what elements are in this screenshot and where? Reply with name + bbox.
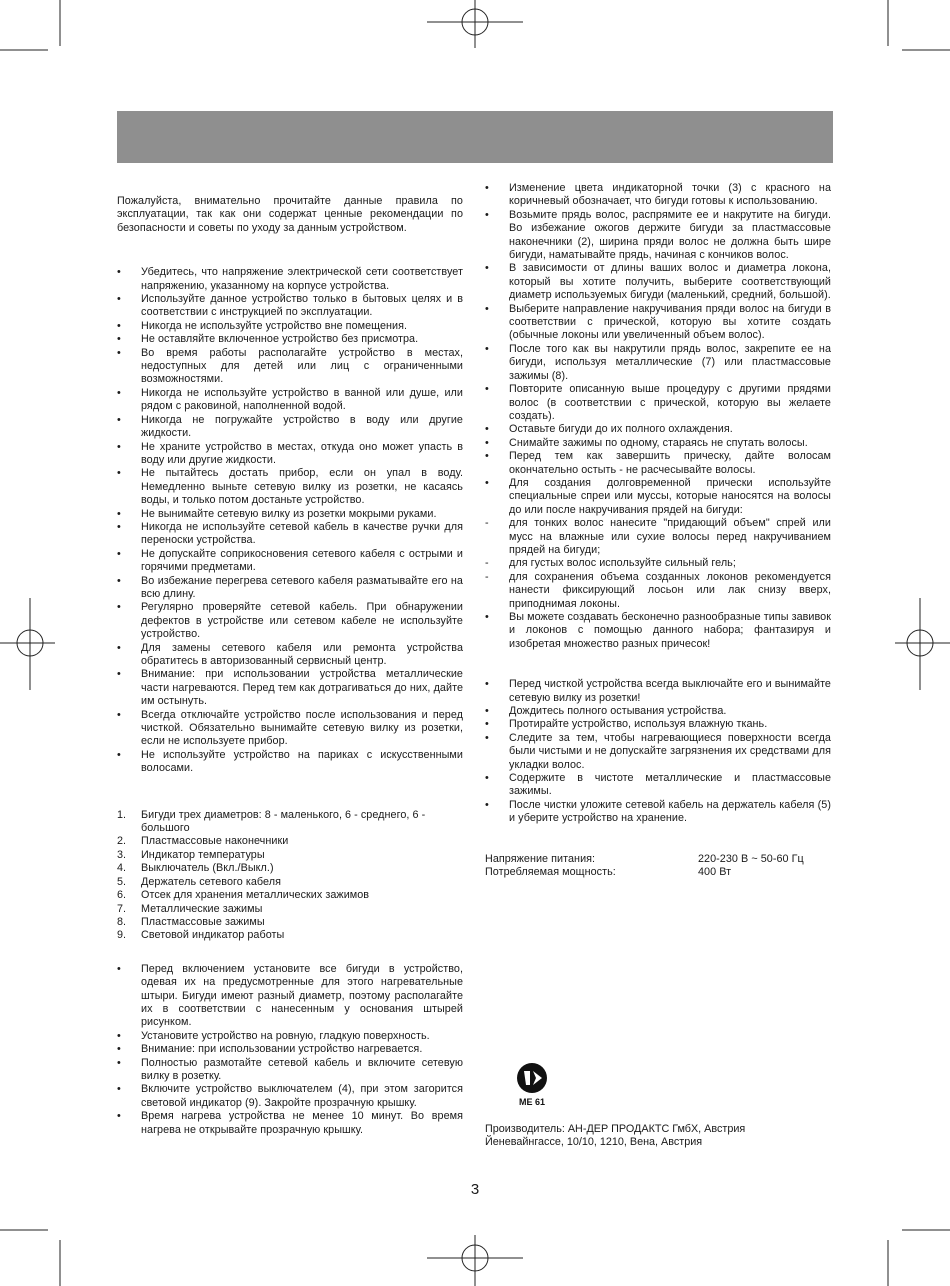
list-item-text: Внимание: при использовании устройство нагревается. — [141, 1043, 423, 1056]
spec-row — [485, 866, 831, 879]
safety-item — [117, 467, 463, 507]
spec-label: Потребляемая мощность: — [485, 866, 616, 879]
part-number: 1. — [117, 808, 127, 821]
list-item-text: Используйте данное устройство только в бытовых целях и в соответствии с инструкцией по эксплуатации. — [141, 293, 463, 319]
usage-item — [485, 557, 831, 570]
bullet-marker: • — [485, 342, 489, 355]
preparation-item — [117, 1083, 463, 1110]
intro-paragraph: Пожалуйста, внимательно прочитайте данные правила по эксплуатации, так как они содержат ценные рекомендации по безопасности и советы по уходу за данным устройством. — [117, 195, 463, 234]
list-item-text: Во избежание перегрева сетевого кабеля разматывайте его на всю длину. — [141, 574, 463, 600]
bullet-marker: • — [485, 476, 489, 489]
bullet-marker: • — [117, 467, 121, 480]
list-item-text: Дождитесь полного остывания устройства. — [509, 705, 727, 718]
spec-value: 220-230 В ~ 50-60 Гц — [698, 852, 804, 865]
certification-mark-text: МЕ 61 — [518, 1097, 546, 1107]
safety-item — [117, 508, 463, 521]
bullet-marker: • — [117, 319, 121, 332]
specifications — [485, 853, 831, 880]
bullet-marker: • — [117, 413, 121, 426]
bullet-marker: • — [485, 182, 489, 194]
bullet-marker: • — [117, 440, 121, 453]
part-label: Пластмассовые наконечники — [141, 835, 289, 848]
list-item-text: В зависимости от длины ваших волос и диаметра локона, который вы хотите получить, выберите соответствующий диаметр используемых бигуди (маленький, средний, большой). — [509, 262, 831, 302]
bullet-marker: • — [117, 601, 121, 614]
list-item-text: Не пытайтесь достать прибор, если он упал в воду. Немедленно выньте сетевую вилку из розетки, не касаясь воды, и только потом достаньте устройство. — [141, 467, 463, 507]
usage-item — [485, 182, 831, 209]
bullet-marker: • — [117, 293, 121, 306]
list-item-text: Никогда не используйте устройство вне помещения. — [141, 319, 408, 332]
list-item-text: Для замены сетевого кабеля или ремонта устройства обратитесь в авторизованный сервисный центр. — [141, 641, 463, 667]
bullet-marker: • — [485, 208, 489, 221]
bullet-marker: • — [117, 708, 121, 721]
part-label: Индикатор температуры — [141, 848, 265, 861]
part-item — [117, 929, 463, 942]
list-item-text: Перед чисткой устройства всегда выключайте его и вынимайте сетевую вилку из розетки! — [509, 678, 831, 704]
part-label: Световой индикатор работы — [141, 929, 285, 942]
list-item-text: Включите устройство выключателем (4), при этом загорится световой индикатор (9). Закройте прозрачную крышку. — [141, 1083, 463, 1109]
safety-item — [117, 414, 463, 441]
part-number: 5. — [117, 875, 127, 888]
bullet-marker: • — [117, 386, 121, 399]
list-item-text: для густых волос используйте сильный гель; — [509, 557, 736, 570]
parts-list — [117, 809, 463, 943]
bullet-marker: • — [117, 641, 121, 654]
care-item — [485, 705, 831, 718]
part-label: Держатель сетевого кабеля — [141, 875, 281, 888]
list-item-text: Перед тем как завершить прическу, дайте волосам окончательно остыть - не расчесывайте волосы. — [509, 450, 831, 476]
preparation-item — [117, 1043, 463, 1056]
usage-item — [485, 303, 831, 343]
bullet-marker: • — [117, 1029, 121, 1042]
safety-item — [117, 293, 463, 320]
list-item-text: Полностью размотайте сетевой кабель и включите сетевую вилку в розетку. — [141, 1056, 463, 1082]
list-item-text: Вы можете создавать бесконечно разнообразные типы завивок и локонов с помощью данного набора; фантазируя и изобретая множество разных причесок! — [509, 611, 831, 650]
bullet-marker: - — [485, 557, 489, 570]
safety-item — [117, 347, 463, 387]
usage-item — [485, 383, 831, 423]
bullet-marker: • — [117, 346, 121, 359]
preparation-item — [117, 1057, 463, 1084]
safety-item — [117, 601, 463, 641]
part-label: Бигуди трех диаметров: 8 - маленького, 6 - среднего, 6 - большого — [141, 808, 426, 835]
part-label: Металлические зажимы — [141, 902, 263, 915]
care-item — [485, 772, 831, 799]
usage-item — [485, 477, 831, 517]
bullet-marker: • — [485, 705, 489, 718]
safety-item — [117, 387, 463, 414]
list-item-text: Выберите направление накручивания пряди волос на бигуди в соответствии с прической, которую вы хотите создать (обычные локоны или увеличенный объем волос). — [509, 302, 831, 342]
bullet-marker: • — [117, 1056, 121, 1069]
part-item — [117, 809, 463, 836]
list-item-text: Снимайте зажимы по одному, стараясь не спутать волосы. — [509, 436, 808, 449]
list-item-text: Повторите описанную выше процедуру с другими прядями волос (в соответствии с прической, которую вы желаете создать). — [509, 383, 831, 422]
part-item — [117, 862, 463, 875]
bullet-marker: • — [485, 718, 489, 731]
usage-item — [485, 437, 831, 450]
safety-item — [117, 320, 463, 333]
bullet-marker: • — [117, 507, 121, 520]
preparation-item — [117, 1030, 463, 1043]
part-label: Выключатель (Вкл./Выкл.) — [141, 862, 274, 875]
preparation-list — [117, 963, 463, 1137]
manufacturer-info — [485, 1123, 831, 1150]
bullet-marker: • — [485, 611, 489, 623]
bullet-marker: • — [485, 678, 489, 691]
part-item — [117, 916, 463, 929]
safety-item — [117, 333, 463, 346]
part-number: 8. — [117, 915, 127, 928]
safety-item — [117, 521, 463, 548]
list-item-text: Следите за тем, чтобы нагревающиеся поверхности всегда были чистыми и не допускайте загрязнения их средствами для укладки волос. — [509, 731, 831, 771]
part-label: Пластмассовые зажимы — [141, 915, 265, 928]
list-item-text: После чистки уложите сетевой кабель на держатель кабеля (5) и уберите устройство на хранение. — [509, 798, 831, 825]
care-item — [485, 678, 831, 705]
preparation-item — [117, 963, 463, 1030]
list-item-text: Регулярно проверяйте сетевой кабель. При обнаружении дефектов в устройстве или сетевом кабеле не используйте устройство. — [141, 601, 463, 641]
list-item-text: Внимание: при использовании устройства металлические части нагреваются. Перед тем как дотрагиваться до них, дайте им остынуть. — [141, 668, 463, 708]
bullet-marker: • — [485, 436, 489, 449]
safety-item — [117, 668, 463, 708]
list-item-text: Не допускайте соприкосновения сетевого кабеля с острыми и горячими предметами. — [141, 547, 463, 574]
bullet-marker: • — [117, 1110, 121, 1123]
bullet-marker: • — [485, 302, 489, 315]
care-item — [485, 718, 831, 731]
bullet-marker: • — [485, 450, 489, 463]
bullet-marker: • — [117, 668, 121, 681]
safety-item — [117, 441, 463, 468]
bullet-marker: • — [117, 574, 121, 587]
care-item — [485, 799, 831, 826]
usage-item — [485, 517, 831, 557]
list-item-text: Перед включением установите все бигуди в устройство, одевая их на предусмотренные для этого нагревательные штыри. Бигуди имеют разный диаметр, поэтому располагайте их в соответствии с нанесенным у основания штырей рисунком. — [141, 962, 463, 1029]
safety-item — [117, 575, 463, 602]
list-item-text: Для создания долговременной прически используйте специальные спреи или муссы, которые наносятся на волосы до или после накручивания прядей на бигуди: — [509, 476, 831, 516]
part-number: 9. — [117, 929, 127, 942]
safety-item — [117, 749, 463, 776]
usage-item — [485, 423, 831, 436]
header-bar — [117, 111, 833, 163]
bullet-marker: • — [117, 333, 121, 346]
list-item-text: Никогда не используйте устройство в ванной или душе, или рядом с раковиной, наполненной водой. — [141, 386, 463, 413]
part-number: 4. — [117, 862, 127, 875]
usage-item — [485, 343, 831, 383]
page-number: 3 — [470, 1181, 480, 1198]
list-item-text: Установите устройство на ровную, гладкую поверхность. — [141, 1029, 430, 1042]
bullet-marker: - — [485, 570, 489, 583]
usage-item — [485, 209, 831, 263]
spec-label: Напряжение питания: — [485, 852, 596, 865]
list-item-text: Никогда не используйте сетевой кабель в качестве ручки для переноски устройства. — [141, 520, 463, 547]
safety-item — [117, 548, 463, 575]
list-item-text: Не оставляйте включенное устройство без присмотра. — [141, 333, 419, 346]
spec-row — [485, 853, 831, 866]
care-item — [485, 732, 831, 772]
list-item-text: Время нагрева устройства не менее 10 минут. Во время нагрева не открывайте прозрачную крышку. — [141, 1110, 463, 1136]
bullet-marker: • — [117, 1083, 121, 1096]
part-item — [117, 903, 463, 916]
bullet-marker: - — [485, 517, 489, 530]
bullet-marker: • — [117, 962, 121, 975]
bullet-marker: • — [485, 798, 489, 811]
bullet-marker: • — [117, 520, 121, 533]
part-label: Отсек для хранения металлических зажимов — [141, 889, 370, 902]
list-item-text: Во время работы располагайте устройство в местах, недоступных для детей или лиц с ограниченными возможностями. — [141, 346, 463, 386]
part-item — [117, 889, 463, 902]
part-item — [117, 835, 463, 848]
safety-list — [117, 266, 463, 775]
list-item-text: Изменение цвета индикаторной точки (3) с красного на коричневый обозначает, что бигуди готовы к использованию. — [509, 182, 831, 208]
list-item-text: Не используйте устройство на париках с искусственными волосами. — [141, 748, 463, 775]
part-item — [117, 849, 463, 862]
bullet-marker: • — [485, 731, 489, 744]
list-item-text: для тонких волос нанесите "придающий объем" спрей или мусс на влажные или сухие волосы перед накручиванием прядей на бигуди; — [509, 517, 831, 556]
manufacturer-line-1: Производитель: АН-ДЕР ПРОДАКТС ГмбХ, Австрия — [485, 1123, 746, 1135]
bullet-marker: • — [117, 1043, 121, 1056]
list-item-text: После того как вы накрутили прядь волос, закрепите ее на бигуди, используя металлические (7) или пластмассовые зажимы (8). — [509, 342, 831, 382]
bullet-marker: • — [117, 547, 121, 560]
bullet-marker: • — [485, 383, 489, 396]
bullet-marker: • — [485, 262, 489, 275]
usage-item — [485, 450, 831, 477]
care-list — [485, 678, 831, 825]
preparation-item — [117, 1110, 463, 1137]
right-column — [485, 182, 831, 880]
list-item-text: Не храните устройство в местах, откуда оно может упасть в воду или другие жидкости. — [141, 440, 463, 466]
bullet-marker: • — [117, 266, 121, 279]
left-column — [117, 195, 463, 1137]
list-item-text: Протирайте устройство, используя влажную ткань. — [509, 718, 768, 731]
certification-logo — [512, 1060, 556, 1108]
list-item-text: Оставьте бигуди до их полного охлаждения. — [509, 423, 733, 436]
usage-item — [485, 262, 831, 302]
bullet-marker: • — [117, 748, 121, 761]
manufacturer-line-2: Йеневайнгассе, 10/10, 1210, Вена, Австрия — [485, 1136, 703, 1149]
list-item-text: Никогда не погружайте устройство в воду или другие жидкости. — [141, 413, 463, 440]
list-item-text: Убедитесь, что напряжение электрической сети соответствует напряжению, указанному на корпусе устройства. — [141, 266, 463, 292]
list-item-text: для сохранения объема созданных локонов рекомендуется нанести фиксирующий лосьон или лак снизу вверх, приподнимая локоны. — [509, 570, 831, 610]
part-item — [117, 876, 463, 889]
safety-item — [117, 642, 463, 669]
safety-item — [117, 266, 463, 293]
part-number: 2. — [117, 835, 127, 848]
usage-item — [485, 611, 831, 651]
usage-item — [485, 571, 831, 611]
bullet-marker: • — [485, 423, 489, 436]
part-number: 7. — [117, 902, 127, 915]
safety-item — [117, 709, 463, 749]
list-item-text: Содержите в чистоте металлические и пластмассовые зажимы. — [509, 772, 831, 798]
list-item-text: Не вынимайте сетевую вилку из розетки мокрыми руками. — [141, 507, 437, 520]
spec-value: 400 Вт — [698, 866, 732, 879]
part-number: 3. — [117, 848, 127, 861]
part-number: 6. — [117, 889, 127, 902]
usage-list — [485, 182, 831, 651]
bullet-marker: • — [485, 772, 489, 785]
list-item-text: Возьмите прядь волос, распрямите ее и накрутите на бигуди. Во избежание ожогов держите бигуди за пластмассовые наконечники (2), ширина пряди волос не должна быть шире бигуди, наматывайте прядь, начиная с кончиков волос. — [509, 208, 831, 262]
list-item-text: Всегда отключайте устройство после использования и перед чисткой. Обязательно вынимайте сетевую вилку из розетки, если не используете прибор. — [141, 708, 463, 748]
